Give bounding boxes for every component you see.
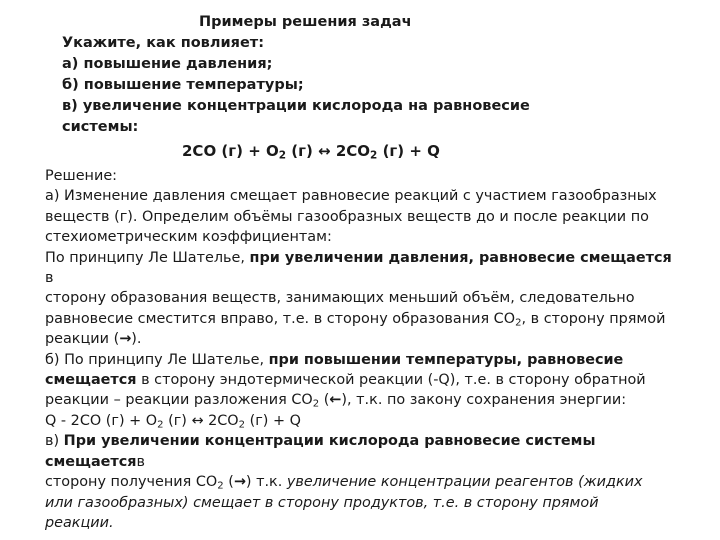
- solution-heading: Решение:: [45, 168, 118, 184]
- eq-middle: (г) ↔ 2CO: [286, 142, 371, 160]
- right-arrow-icon: →: [233, 474, 246, 491]
- subscript: 2: [515, 317, 522, 329]
- slide-title: Примеры решения задач: [199, 14, 412, 30]
- task-item-b: б) повышение температуры;: [62, 77, 304, 93]
- text-run: (г) + Q: [245, 412, 301, 429]
- text-run: По принципу Ле Шателье,: [45, 249, 250, 266]
- text-run: ), т.к. по закону сохранения энергии:: [341, 392, 627, 409]
- text-run: Q - 2CO (г) + O: [45, 412, 158, 429]
- task-statement: [62, 12, 530, 138]
- text-run: ).: [131, 331, 142, 348]
- text-run: , в сторону прямой: [521, 310, 666, 327]
- text-run: реакции (: [45, 331, 120, 348]
- solution-c-line-2: [45, 472, 675, 492]
- solution-a-line-1: а) Изменение давления смещает равновесие реакций с участием газообразных: [45, 188, 657, 205]
- task-prompt: Укажите, как повлияет:: [62, 35, 264, 51]
- solution-a-line-5: сторону образования веществ, занимающих меньший объём, следовательно: [45, 290, 635, 307]
- text-run: в сторону эндотермической реакции (-Q), т.е. в сторону обратной: [136, 372, 646, 389]
- solution-a-line-7: [45, 329, 675, 349]
- eq-products: (г) + Q: [377, 142, 440, 160]
- bold-run: при повышении температуры, равновесие: [268, 351, 624, 368]
- left-arrow-icon: ←: [329, 392, 342, 409]
- text-run: ) т.к.: [245, 474, 287, 491]
- subscript: 2: [238, 419, 246, 431]
- solution-b-line-3: [45, 390, 675, 410]
- task-item-c: в) увеличение концентрации кислорода на равновесие: [62, 98, 530, 114]
- text-run: (: [223, 474, 234, 491]
- solution-c-line-1: [45, 431, 675, 472]
- text-run: сторону получения CO: [45, 474, 218, 491]
- eq-o2-subscript: 2: [278, 149, 287, 162]
- task-item-c-continuation: системы:: [62, 119, 139, 135]
- italic-run: увеличение концентрации реагентов (жидких: [286, 474, 643, 491]
- text-run: в: [136, 453, 146, 470]
- subscript: 2: [217, 480, 224, 492]
- bold-run: при увеличении давления, равновесие смещается: [249, 249, 672, 266]
- solution-b-line-2: [45, 370, 675, 390]
- text-run: в): [45, 433, 64, 450]
- text-run: (г) ↔ 2CO: [163, 412, 239, 429]
- eq-co2-subscript: 2: [370, 149, 378, 162]
- solution-text: [45, 166, 675, 533]
- solution-a-line-2: веществ (г). Определим объёмы газообразных веществ до и после реакции по: [45, 208, 649, 225]
- reaction-equation: [182, 142, 440, 160]
- solution-a-line-6: [45, 309, 675, 329]
- bold-run: смещается: [45, 372, 137, 389]
- right-arrow-icon: →: [119, 331, 132, 348]
- bold-run: При увеличении концентрации кислорода равновесие системы смещается: [45, 433, 596, 470]
- subscript: 2: [157, 419, 164, 431]
- text-run: реакции – реакции разложения CO: [45, 392, 313, 409]
- text-run: равновесие сместится вправо, т.е. в сторону образования CO: [45, 310, 516, 327]
- solution-a-line-3: стехиометрическим коэффициентам:: [45, 229, 332, 246]
- subscript: 2: [312, 398, 320, 410]
- solution-b-line-1: [45, 350, 675, 370]
- text-run: б) По принципу Ле Шателье,: [45, 351, 269, 368]
- solution-c-line-3: или газообразных) смещает в сторону продуктов, т.е. в сторону прямой: [45, 494, 599, 511]
- solution-b-equation: [45, 411, 675, 431]
- solution-c-line-4: реакции.: [45, 514, 114, 531]
- text-run: (: [319, 392, 330, 409]
- eq-reactants: 2CO (г) + O: [182, 142, 279, 160]
- text-run: в: [45, 270, 54, 287]
- solution-a-line-4: [45, 248, 675, 289]
- task-item-a: а) повышение давления;: [62, 56, 273, 72]
